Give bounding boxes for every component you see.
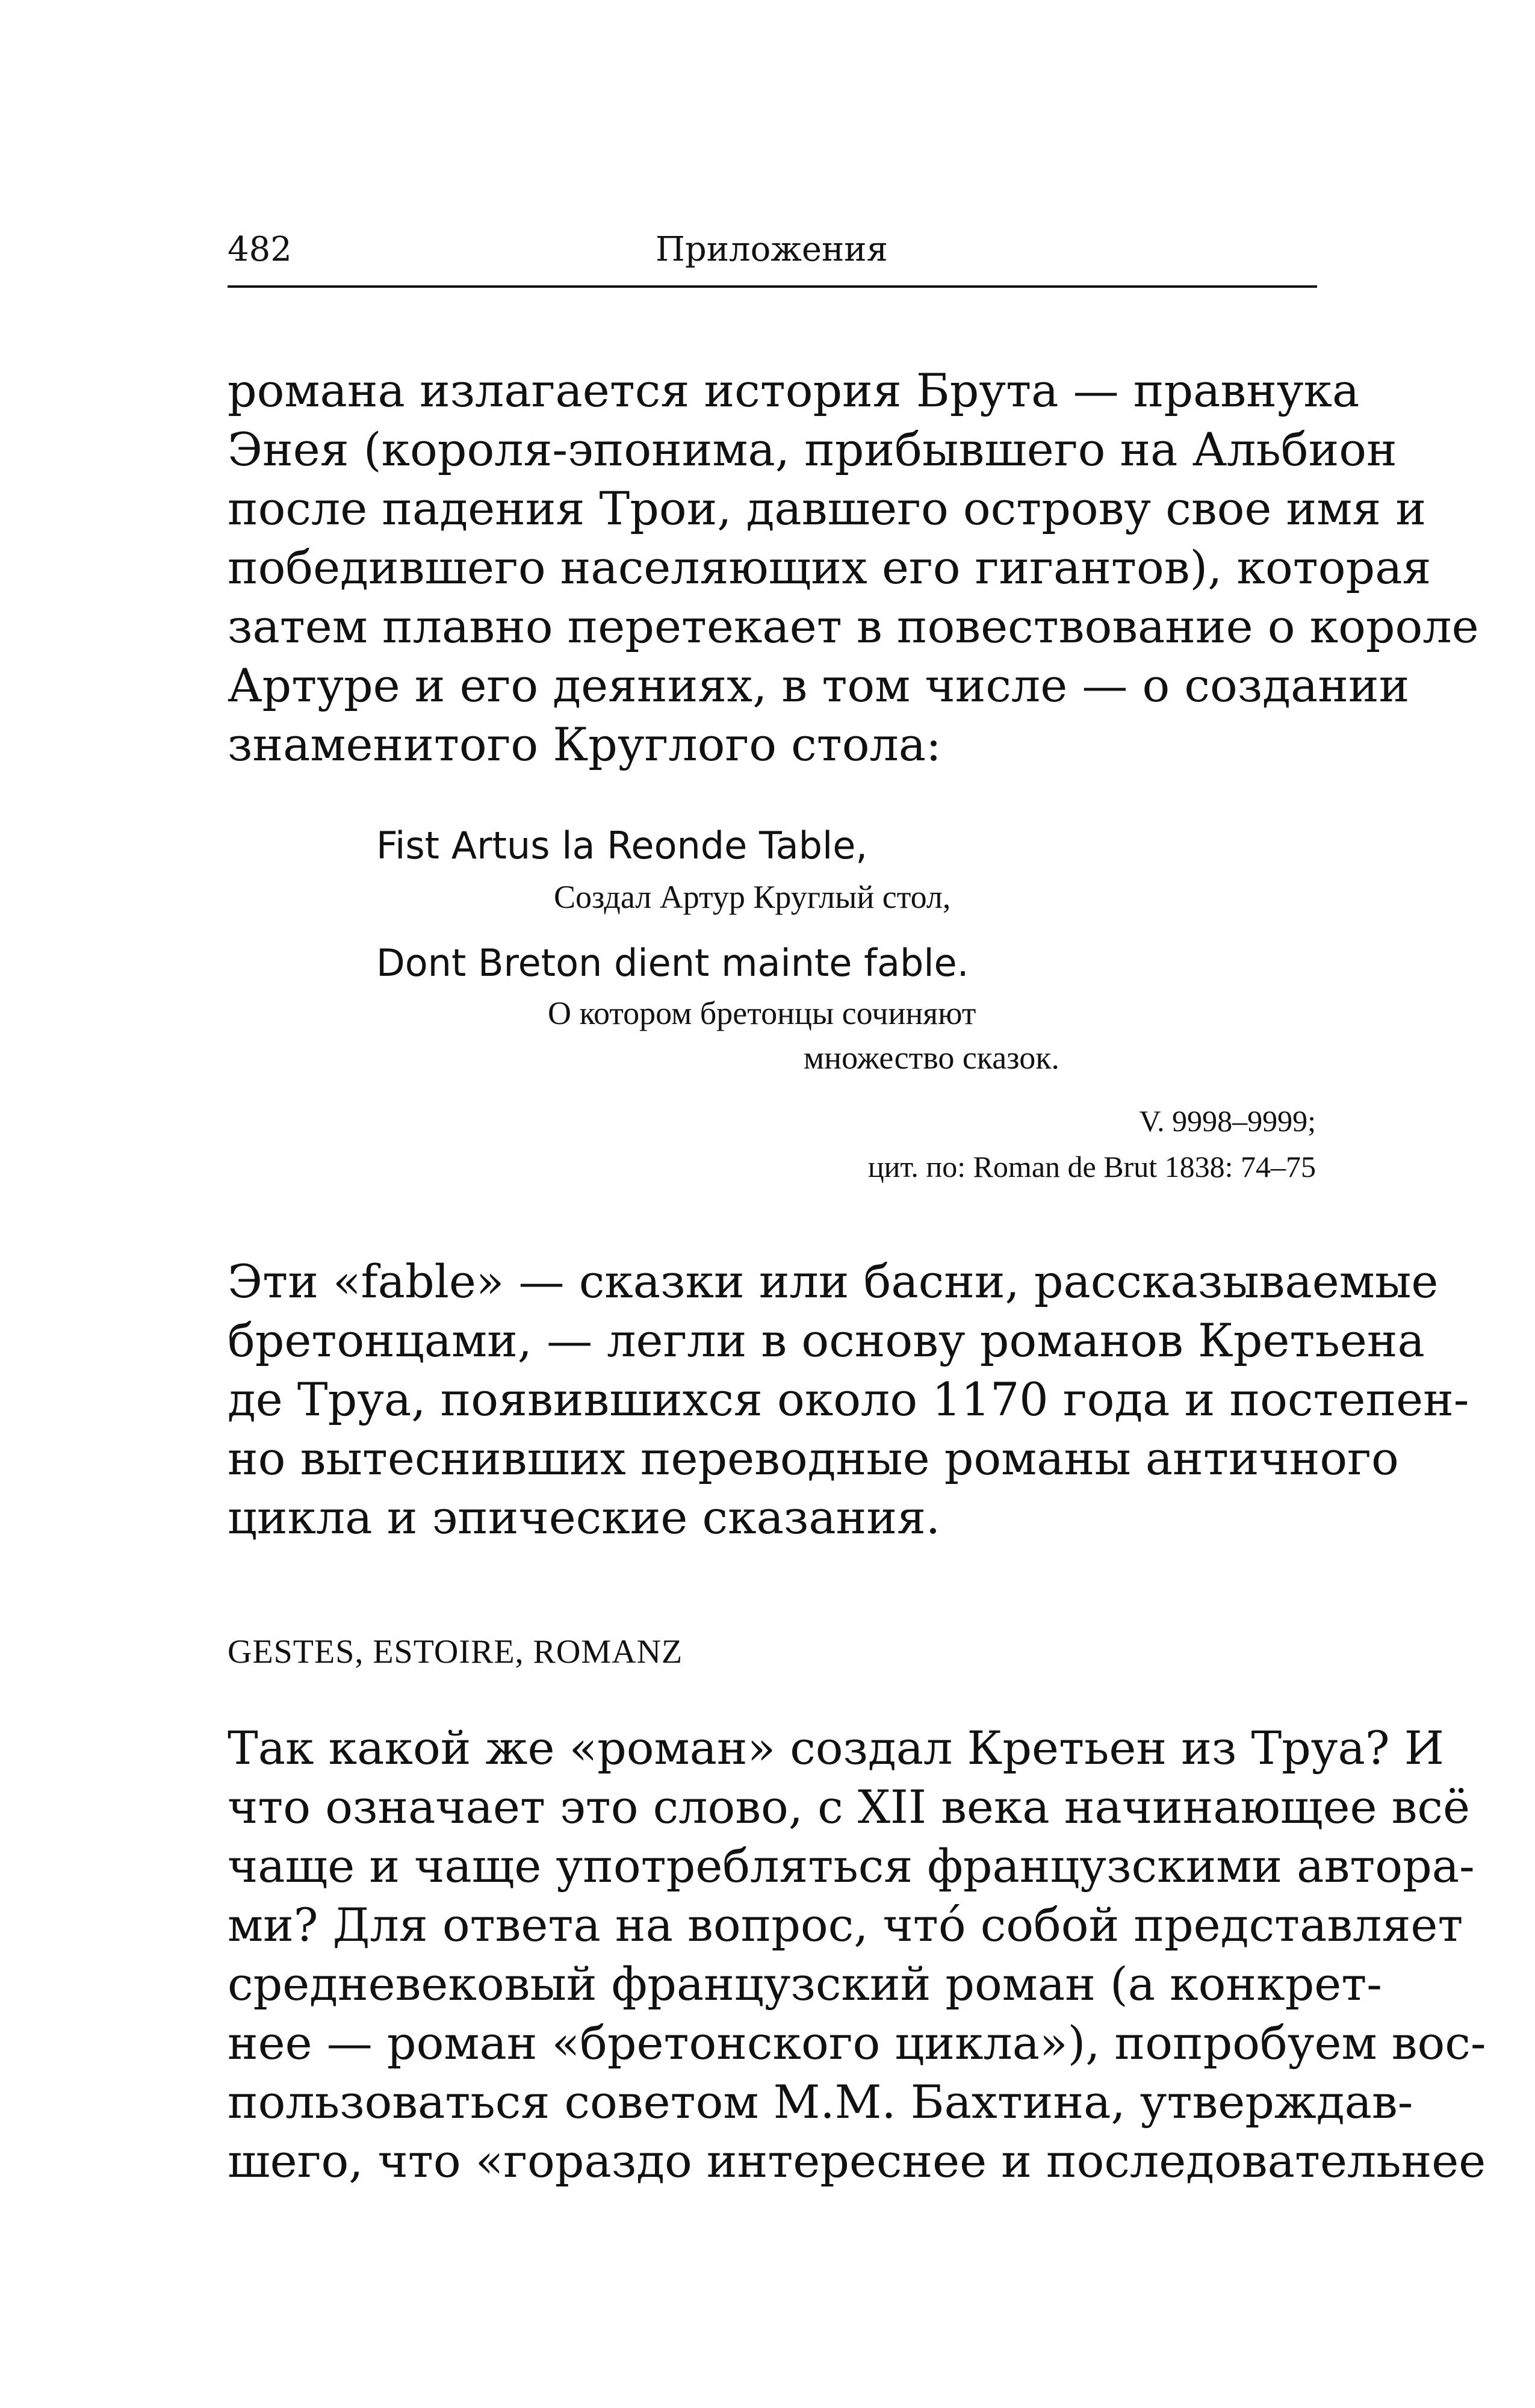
paragraph-line: де Труа, появившихся около 1170 года и постепен- [228, 1373, 1469, 1426]
verse-russian-line-1: Создал Артур Круглый стол, [554, 879, 951, 915]
paragraph-line: Эти «fable» — сказки или басни, рассказываемые [228, 1255, 1439, 1308]
citation-line-1: V. 9998–9999; [1139, 1104, 1316, 1138]
header-rule [228, 285, 1317, 288]
verse-french-line-2: Dont Breton dient mainte fable. [376, 941, 969, 985]
paragraph-line: Энея (короля-эпонима, прибывшего на Альбион [228, 423, 1397, 476]
paragraph-line: Так какой же «роман» создал Кретьен из Труа? И [228, 1721, 1445, 1775]
paragraph-line: нее — роман «бретонского цикла»), попробуем вос- [228, 2016, 1486, 2070]
paragraph-line: Артуре и его деяниях, в том числе — о создании [228, 659, 1410, 712]
paragraph-line: средневековый французский роман (а конкрет- [228, 1957, 1382, 2011]
verse-russian-line-2b: множество сказок. [804, 1040, 1059, 1076]
paragraph-line: что означает это слово, с XII века начинающее всё [228, 1780, 1470, 1834]
section-subheading: GESTES, ESTOIRE, ROMANZ [228, 1633, 683, 1671]
paragraph-line: после падения Трои, давшего острову свое имя и [228, 482, 1427, 535]
paragraph-1 [228, 361, 1479, 774]
citation-line-2: цит. по: Roman de Brut 1838: 74–75 [867, 1150, 1316, 1184]
section-title: Приложения [656, 230, 888, 269]
paragraph-line: знаменитого Круглого стола: [228, 718, 941, 771]
paragraph-line: пользоваться советом М.М. Бахтина, утверждав- [228, 2075, 1413, 2129]
running-head [228, 229, 1316, 271]
paragraph-line: бретонцами, — легли в основу романов Кретьена [228, 1314, 1425, 1367]
paragraph-3 [228, 1719, 1486, 2191]
page-number: 482 [228, 230, 292, 269]
paragraph-line: затем плавно перетекает в повествование о короле [228, 600, 1479, 653]
paragraph-line: романа излагается история Брута — правнука [228, 364, 1360, 417]
paragraph-line: ми? Для ответа на вопрос, что́ собой представляет [228, 1898, 1463, 1952]
paragraph-2 [228, 1252, 1469, 1547]
verse-french-line-1: Fist Artus la Reonde Table, [376, 824, 868, 867]
paragraph-line: но вытеснивших переводные романы античного [228, 1432, 1399, 1485]
paragraph-line: чаще и чаще употребляться французскими автора- [228, 1839, 1475, 1893]
paragraph-line: шего, что «гораздо интереснее и последовательнее [228, 2134, 1486, 2188]
paragraph-line: победившего населяющих его гигантов), которая [228, 541, 1431, 594]
paragraph-line: цикла и эпические сказания. [228, 1491, 941, 1544]
verse-russian-line-2a: О котором бретонцы сочиняют [548, 995, 976, 1031]
